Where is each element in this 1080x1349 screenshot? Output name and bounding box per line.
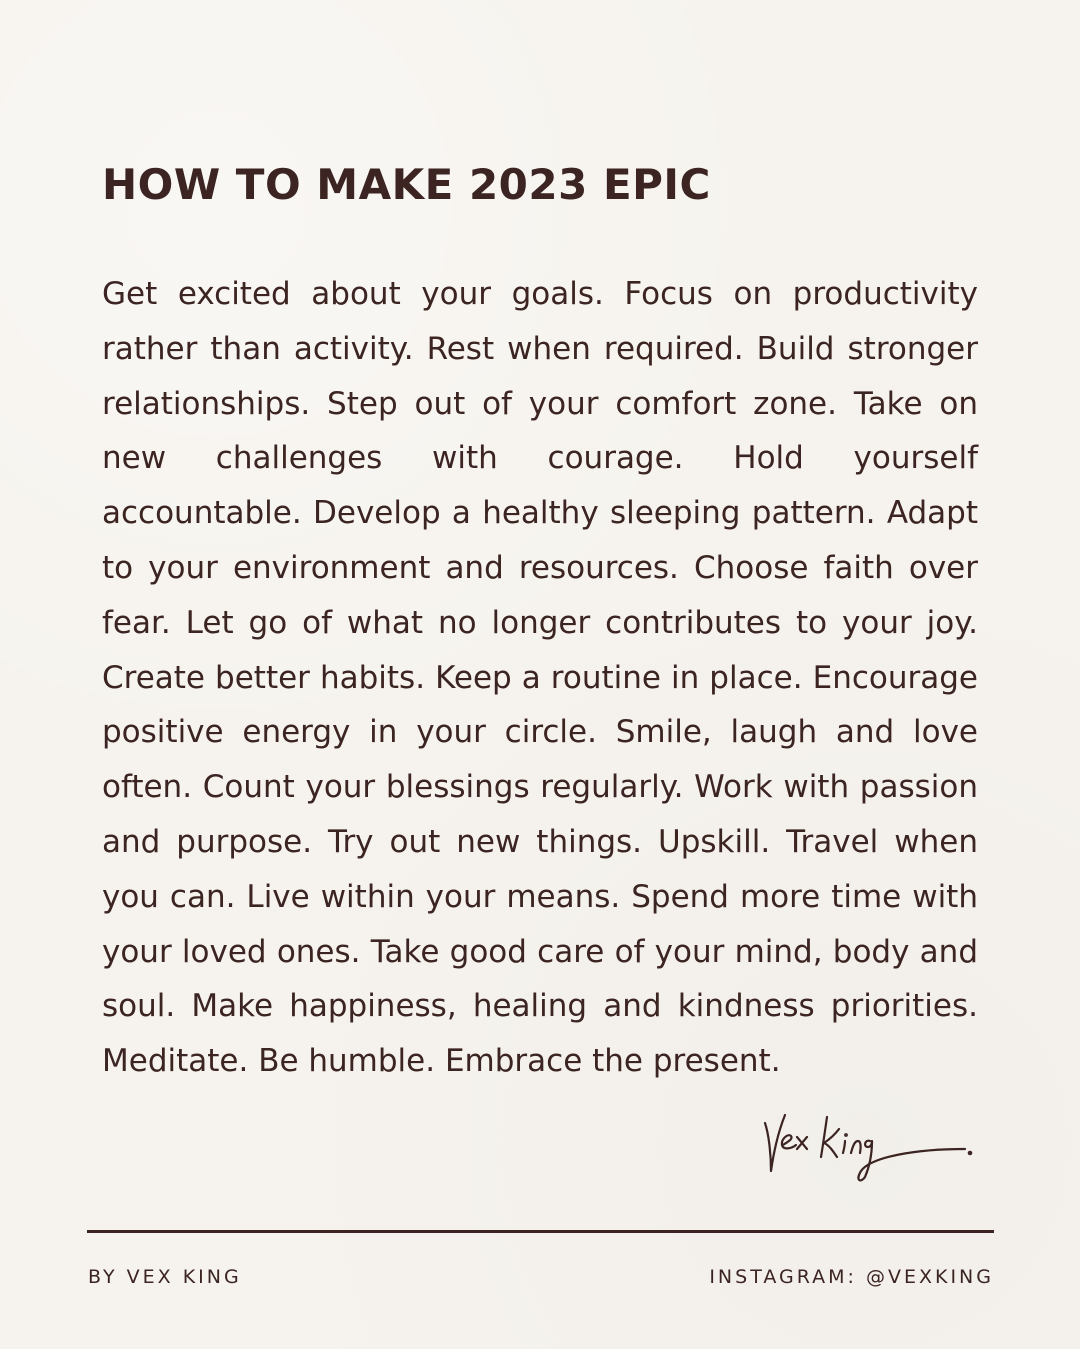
signature-icon — [755, 1105, 985, 1185]
footer-divider — [87, 1230, 994, 1233]
author-credit: BY VEX KING — [88, 1266, 242, 1288]
instagram-handle: INSTAGRAM: @VEXKING — [709, 1266, 994, 1288]
post-title: HOW TO MAKE 2023 EPIC — [102, 160, 711, 209]
post-body: Get excited about your goals. Focus on productivity rather than activity. Rest when required. Build stronger relationships. Step out of your comfort zone. Take on new challenges with courage. Hold yourself accountable. Develop a healthy sleeping pattern. Adapt to your environment and resources. Choose faith over fear. Let go of what no longer contributes to your joy. Create better habits. Keep a routine in place. Encourage positive energy in your circle. Smile, laugh and love often. Count your blessings regularly. Work with passion and purpose. Try out new things. Upskill. Travel when you can. Live within your means. Spend more time with your loved ones. Take good care of your mind, body and soul. Make happiness, healing and kindness priorities. Meditate. Be humble. Embrace the present. — [102, 276, 978, 1080]
